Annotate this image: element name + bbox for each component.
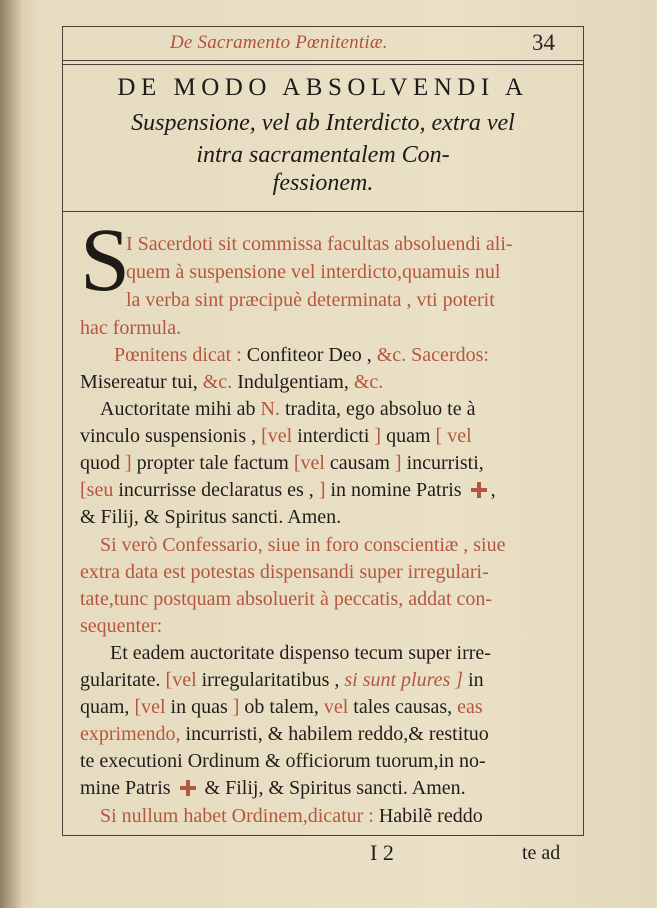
p5-line-5: te executioni Ordinum & officiorum tuorum,in no- (80, 750, 486, 772)
p3-text-1a: Auctoritate mihi ab (100, 398, 256, 420)
p2-rubric: Pœnitens dicat : (114, 344, 242, 366)
p3-text-2b: interdicti (297, 425, 370, 447)
p5-text-3c: ob talem, (244, 696, 319, 718)
p5-line-2 (80, 668, 484, 692)
running-head: De Sacramento Pœnitentiæ. (170, 32, 388, 53)
p3-text-4b: in nomine Patris (330, 479, 462, 501)
p3-line-1 (100, 397, 475, 421)
p5-bracket-3: ] (232, 696, 240, 718)
head-rule (62, 60, 584, 61)
p2-text-3: Indulgentiam, (237, 371, 349, 393)
p2-line-1 (114, 343, 489, 367)
p5-rubric-1: si sunt plures ] (344, 669, 464, 691)
p3-bracket-1: [vel (261, 425, 293, 447)
p2-text: Confiteor Deo , (246, 344, 372, 366)
p6-rubric: Si nullum habet Ordinem,dicatur : (100, 805, 374, 827)
p5-text-6a: mine Patris (80, 777, 171, 799)
p1-line-3: la verba sint præcipuè determinata , vti poterit (126, 289, 495, 311)
p1-line-4: hac formula. (80, 317, 182, 339)
p3-bracket-3: [ vel (435, 425, 472, 447)
p3-text-1b: tradita, ego absoluo te à (284, 398, 476, 420)
p5-line-3 (80, 695, 483, 719)
cross-icon (180, 780, 196, 796)
p3-text-4a: incurrisse declaratus es , (118, 479, 314, 501)
p2-text-2: Misereatur tui, (80, 371, 198, 393)
title-rule (62, 211, 584, 212)
p3-line-2 (80, 424, 472, 448)
p4-line-1: Si verò Confessario, siue in foro conscientiæ , siue (100, 534, 506, 556)
p5-text-3d: tales causas, (353, 696, 453, 718)
p3-bracket-6: ] (394, 452, 402, 474)
p2-rubric-4: &c. (353, 371, 384, 393)
p5-bracket-1: [vel (165, 669, 197, 691)
p3-text-2c: quam (386, 425, 431, 447)
head-rule-inner (62, 64, 584, 65)
p2-rubric-2: &c. Sacerdos: (376, 344, 489, 366)
p4-line-2: extra data est potestas dispensandi super irregulari- (80, 561, 489, 583)
cross-icon (471, 482, 487, 498)
p3-line-4: [seu incurrisse declaratus es , ] in nomine Patris , (80, 479, 496, 501)
p5-text-2a: gularitate. (80, 669, 161, 691)
p2-rubric-3: &c. (202, 371, 233, 393)
title-line-1: DE MODO ABSOLVENDI A (117, 74, 529, 101)
title-line-3: intra sacramentalem Con- (196, 142, 450, 168)
p6-line-1 (100, 804, 483, 828)
p5-rubric-3: eas (457, 696, 483, 718)
p5-line-1: Et eadem auctoritate dispenso tecum super irre- (110, 642, 491, 664)
p3-line-5: & Filij, & Spiritus sancti. Amen. (80, 506, 342, 528)
p3-bracket-4: ] (125, 452, 132, 474)
p3-bracket-7: [seu (80, 479, 114, 501)
p5-bracket-2: [vel (134, 696, 166, 718)
p3-text-2a: vinculo suspensionis , (80, 425, 257, 447)
p2-line-2 (80, 370, 383, 394)
title-line-4: fessionem. (272, 170, 374, 196)
gutter-shadow (0, 0, 22, 908)
p5-line-4 (80, 722, 489, 746)
p3-bracket-5: [vel (293, 452, 325, 474)
p5-text-2b: irregularitatibus , (201, 669, 340, 691)
p1-line-1: I Sacerdoti sit commissa facultas absoluendi ali- (126, 233, 513, 255)
p3-bracket-2: ] (374, 425, 382, 447)
p5-rubric-4: exprimendo, (80, 723, 181, 745)
p4-line-4: sequenter: (80, 615, 163, 637)
p3-text-3b: propter tale factum (136, 452, 289, 474)
p1-line-2: quem à suspensione vel interdicto,quamuis nul (126, 261, 501, 283)
drop-capital: S (80, 211, 131, 310)
p3-text-3d: incurristi, (406, 452, 484, 474)
p5-line-6 (80, 776, 466, 800)
p3-text-3c: causam (329, 452, 390, 474)
p3-bracket-8: ] (318, 479, 326, 501)
p5-text-4a: incurristi, & habilem reddo,& restituo (185, 723, 489, 745)
page-number: 34 (532, 30, 555, 55)
p6-text: Habilẽ reddo (378, 805, 483, 827)
p3-text-3a: quod (80, 452, 120, 474)
p5-text-6b: & Filij, & Spiritus sancti. Amen. (204, 777, 466, 799)
p4-line-3: tate,tunc postquam absoluerit à peccatis, addat con- (80, 588, 493, 610)
p3-line-3 (80, 451, 484, 475)
p5-text-3b: in quas (170, 696, 228, 718)
p5-text-3a: quam, (80, 696, 130, 718)
p5-text-2c: in (468, 669, 484, 691)
catchword: te ad (522, 842, 561, 864)
p3-rubric-n: N. (260, 398, 280, 420)
title-line-2: Suspensione, vel ab Interdicto, extra vel (131, 110, 515, 136)
p5-rubric-2: vel (323, 696, 349, 718)
signature-mark: I 2 (370, 840, 394, 865)
